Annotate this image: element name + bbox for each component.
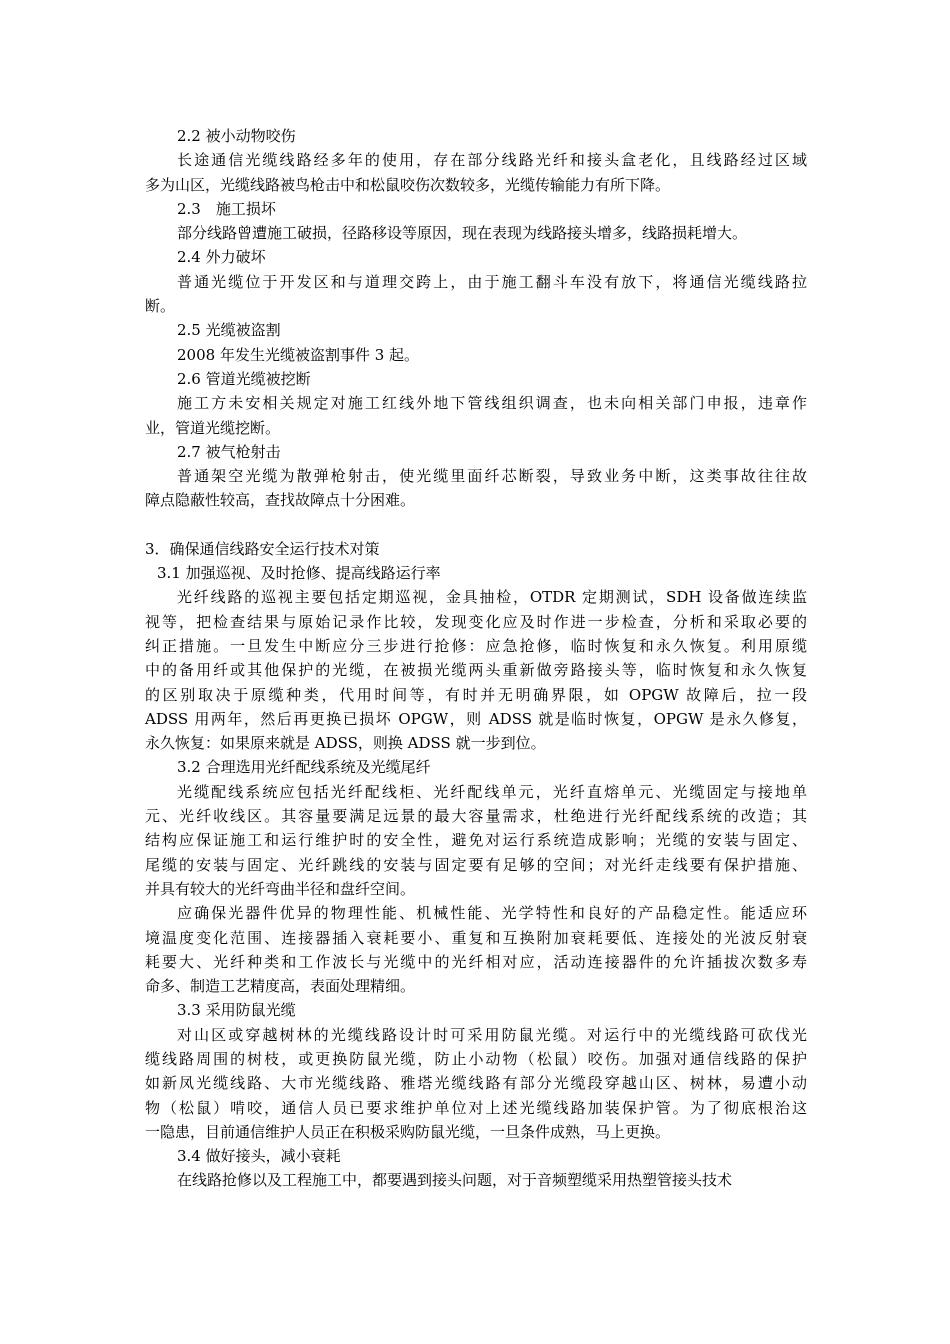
- paragraph-line: 2008 年发生光缆被盗割事件 3 起。: [177, 345, 420, 364]
- paragraph-line: 境温度变化范围、连接器插入衰耗要小、重复和互换附加衰耗要低、连接处的光波反射衰: [145, 928, 807, 947]
- paragraph-line: ADSS 用两年，然后再更换已损坏 OPGW，则 ADSS 就是临时恢复，OPGW 是永久修复，: [145, 709, 807, 728]
- paragraph-line: 普通光缆位于开发区和与道理交跨上，由于施工翻斗车没有放下，将通信光缆线路拉: [177, 272, 807, 291]
- paragraph-line: 长途通信光缆线路经多年的使用，存在部分线路光纤和接头盒老化，且线路经过区域: [177, 151, 807, 170]
- section-heading: 3．确保通信线路安全运行技术对策: [145, 539, 380, 558]
- paragraph: [145, 1168, 807, 1192]
- subsection-heading: 2.3 施工损坏: [177, 199, 276, 218]
- paragraph: [145, 270, 807, 319]
- subsection-heading: 3.1 加强巡视、及时抢修、提高线路运行率: [157, 564, 441, 583]
- paragraph-line: 尾缆的安装与固定、光纤跳线的安装与固定要有足够的空间；对光纤走线要有保护措施、: [145, 855, 807, 874]
- paragraph-line: 耗要大、光纤种类和工作波长与光缆中的光纤相对应，活动连接器件的允许插拔次数多寿: [145, 952, 807, 971]
- paragraph-line: 普通架空光缆为散弹枪射击，使光缆里面纤芯断裂，导致业务中断，这类事故往往故: [177, 467, 807, 486]
- subsection-heading: 2.5 光缆被盗割: [177, 321, 281, 340]
- paragraph-line: 视等，把检查结果与原始记录作比较，发现变化应及时作进一步检查，分析和采取必要的: [145, 612, 807, 631]
- paragraph: [145, 901, 807, 998]
- document-body: [145, 124, 807, 1193]
- paragraph-line: 光缆配线系统应包括光纤配线柜、光纤配线单元，光纤直熔单元、光缆固定与接地单: [177, 782, 807, 801]
- paragraph-line: 对山区或穿越树林的光缆线路设计时可采用防鼠光缆。对运行中的光缆线路可砍伐光: [177, 1025, 807, 1044]
- paragraph-line: 障点隐蔽性较高，查找故障点十分困难。: [145, 491, 416, 510]
- paragraph-line: 光纤线路的巡视主要包括定期巡视，金具抽检，OTDR 定期测试，SDH 设备做连续监: [177, 588, 807, 607]
- paragraph-line: 如新凤光缆线路、大市光缆线路、雅塔光缆线路有部分光缆段穿越山区、树林，易遭小动: [145, 1074, 807, 1093]
- paragraph-line: 断。: [145, 297, 176, 316]
- paragraph: [145, 221, 807, 245]
- paragraph-line: 中的备用纤或其他保护的光缆，在被损光缆两头重新做旁路接头等，临时恢复和永久恢复: [145, 661, 807, 680]
- subsection-heading: 2.6 管道光缆被挖断: [177, 369, 311, 388]
- paragraph: [145, 391, 807, 440]
- paragraph: [145, 148, 807, 197]
- paragraph-line: 纠正措施。一旦发生中断应分三步进行抢修：应急抢修，临时恢复和永久恢复。利用原缆: [145, 636, 807, 655]
- section-gap: [145, 513, 807, 537]
- paragraph: [145, 343, 807, 367]
- paragraph-line: 命多、制造工艺精度高，表面处理精细。: [145, 977, 416, 996]
- paragraph-line: 的区别取决于原缆种类，代用时间等，有时并无明确界限，如 OPGW 故障后，拉一段: [145, 685, 807, 704]
- subsection-heading: 2.7 被气枪射击: [177, 442, 281, 461]
- paragraph-line: 在线路抢修以及工程施工中，都要遇到接头问题，对于音频塑缆采用热塑管接头技术: [177, 1171, 733, 1190]
- paragraph: [145, 585, 807, 755]
- subsection-heading: 3.3 采用防鼠光缆: [177, 1001, 296, 1020]
- subsection-heading: 2.2 被小动物咬伤: [177, 127, 296, 145]
- subsection-heading: 3.2 合理选用光纤配线系统及光缆尾纤: [177, 758, 431, 777]
- paragraph-line: 缆线路周围的树枝，或更换防鼠光缆，防止小动物（松鼠）咬伤。加强对通信线路的保护: [145, 1049, 807, 1068]
- paragraph-line: 并具有较大的光纤弯曲半径和盘纤空间。: [145, 879, 416, 898]
- paragraph: [145, 780, 807, 901]
- paragraph-line: 业，管道光缆挖断。: [145, 418, 281, 437]
- paragraph-line: 施工方未安相关规定对施工红线外地下管线组织调查，也未向相关部门申报，违章作: [177, 394, 807, 413]
- paragraph-line: 应确保光器件优异的物理性能、机械性能、光学特性和良好的产品稳定性。能适应环: [177, 904, 807, 923]
- paragraph: [145, 1023, 807, 1144]
- paragraph-line: 元、光纤收线区。其容量要满足远景的最大容量需求，杜绝进行光纤配线系统的改造；其: [145, 807, 807, 826]
- paragraph-line: 结构应保证施工和运行维护时的安全性，避免对运行系统造成影响；光缆的安装与固定、: [145, 831, 807, 850]
- paragraph-line: 永久恢复：如果原来就是 ADSS，则换 ADSS 就一步到位。: [145, 734, 546, 753]
- subsection-heading: 3.4 做好接头，减小衰耗: [177, 1147, 341, 1166]
- subsection-heading: 2.4 外力破坏: [177, 248, 266, 267]
- paragraph-line: 一隐患，目前通信维护人员正在积极采购防鼠光缆，一旦条件成熟，马上更换。: [145, 1122, 671, 1141]
- paragraph: [145, 464, 807, 513]
- paragraph-line: 部分线路曾遭施工破损，径路移设等原因，现在表现为线路接头增多，线路损耗增大。: [177, 224, 748, 243]
- paragraph-line: 多为山区，光缆线路被鸟枪击中和松鼠咬伤次数较多，光缆传输能力有所下降。: [145, 175, 671, 194]
- paragraph-line: 物（松鼠）啃咬，通信人员已要求维护单位对上述光缆线路加装保护管。为了彻底根治这: [145, 1098, 807, 1117]
